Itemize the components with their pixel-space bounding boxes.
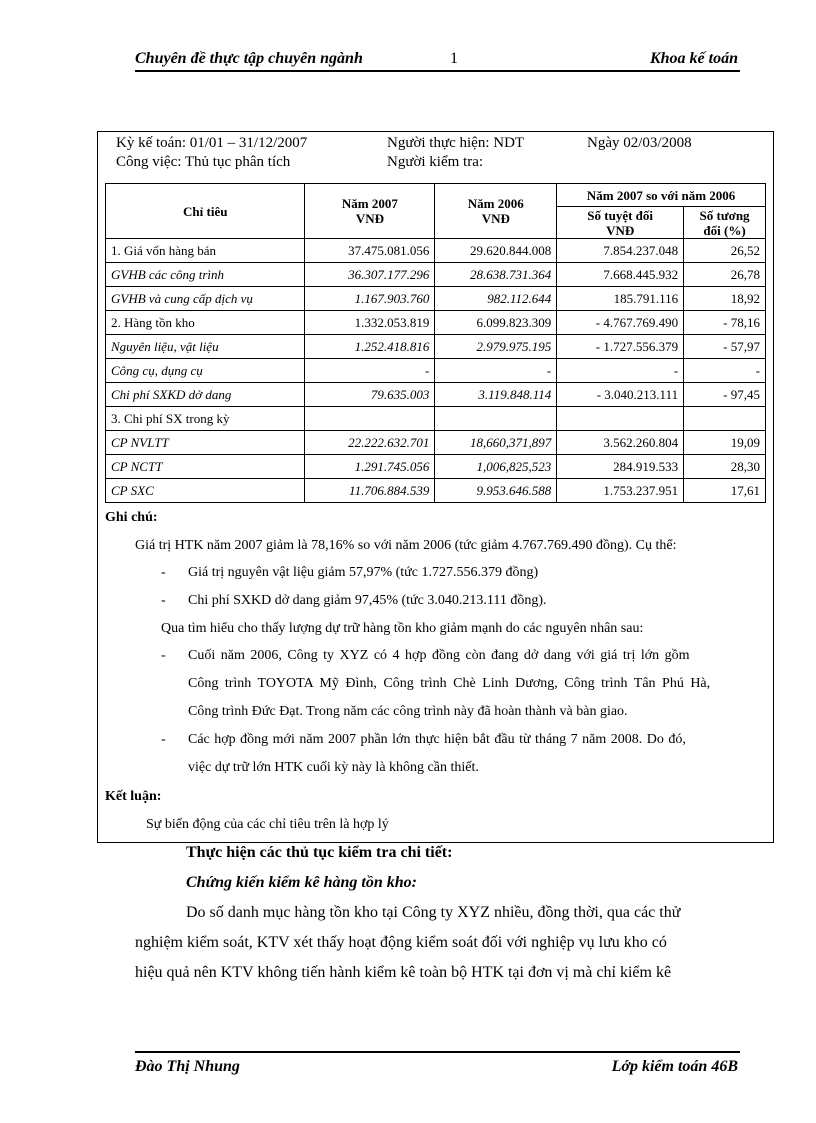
notes-reason: Qua tìm hiểu cho thấy lượng dự trữ hàng tồn kho giảm mạnh do các nguyên nhân sau: [161,621,644,636]
table-row: GVHB và cung cấp dịch vụ 1.167.903.760 982.112.644 185.791.116 18,92 [106,287,766,311]
meta-date: Ngày 02/03/2008 [587,135,692,151]
notes-bullet-4-line-2: việc dự trữ lớn HTK cuối kỳ này là không cần thiết. [188,760,479,775]
header-title: Chuyên đề thực tập chuyên ngành [135,50,363,67]
notes-bullet-3-line-2: Công trình TOYOTA Mỹ Đình, Công trình Chè Linh Dương, Công trình Tân Phú Hà, [188,676,711,691]
page-number: 1 [450,50,458,67]
table-row: 1. Giá vốn hàng bán 37.475.081.056 29.620.844.008 7.854.237.048 26,52 [106,239,766,263]
header-department: Khoa kế toán [649,50,738,67]
col-header-2006: Năm 2006 VNĐ [435,184,557,239]
meta-reviewer: Người kiểm tra: [387,154,484,170]
notes-title: Ghi chú: [105,510,158,525]
col-header-compare: Năm 2007 so với năm 2006 [557,184,766,207]
col-header-relative: Số tương đối (%) [684,207,766,239]
bullet-dash: - [161,732,166,747]
body-line-3: hiệu quả nên KTV không tiến hành kiểm kê toàn bộ HTK tại đơn vị mà chỉ kiểm kê [135,964,672,981]
col-header-absolute: Số tuyệt đối VNĐ [557,207,684,239]
meta-period: Kỳ kế toán: 01/01 – 31/12/2007 [116,135,308,151]
bullet-dash: - [161,648,166,663]
meta-performer: Người thực hiện: NDT [387,135,525,151]
body-line-1: Do số danh mục hàng tồn kho tại Công ty XYZ nhiều, đồng thời, qua các thử [186,904,681,921]
notes-bullet-1: Giá trị nguyên vật liệu giảm 57,97% (tức 1.727.556.379 đồng) [188,565,539,580]
table-row: CP NVLTT 22.222.632.701 18,660,371,897 3.562.260.804 19,09 [106,431,766,455]
footer-class: Lớp kiểm toán 46B [611,1058,738,1075]
table-row: 3. Chi phí SX trong kỳ [106,407,766,431]
table-row: Nguyên liệu, vật liệu 1.252.418.816 2.979.975.195 - 1.727.556.379 - 57,97 [106,335,766,359]
notes-bullet-2: Chi phí SXKD dở dang giảm 97,45% (tức 3.040.213.111 đồng). [188,593,547,608]
table-row: CP NCTT 1.291.745.056 1,006,825,523 284.919.533 28,30 [106,455,766,479]
section-heading-inventory-count: Chứng kiến kiểm kê hàng tồn kho: [186,874,417,891]
notes-bullet-4-line-1: Các hợp đồng mới năm 2007 phần lớn thực hiện bắt đầu từ tháng 7 năm 2008. Do đó, [188,732,686,747]
conclusion-title: Kết luận: [105,789,162,804]
analysis-table [105,183,766,503]
table-row: 2. Hàng tồn kho 1.332.053.819 6.099.823.309 - 4.767.769.490 - 78,16 [106,311,766,335]
table-row: CP SXC 11.706.884.539 9.953.646.588 1.753.237.951 17,61 [106,479,766,503]
bullet-dash: - [161,593,166,608]
table-row: Công cụ, dụng cụ - - - - [106,359,766,383]
page-header [135,48,740,72]
conclusion-text: Sự biến động của các chỉ tiêu trên là hợp lý [146,817,389,832]
meta-task: Công việc: Thủ tục phân tích [116,154,291,170]
footer-author: Đào Thị Nhung [135,1058,240,1075]
bullet-dash: - [161,565,166,580]
col-header-2007: Năm 2007 VNĐ [305,184,435,239]
notes-intro: Giá trị HTK năm 2007 giảm là 78,16% so với năm 2006 (tức giảm 4.767.769.490 đồng). Cụ thể: [135,538,677,553]
page-footer [135,1051,740,1077]
notes-bullet-3-line-3: Công trình Đức Đạt. Trong năm các công trình này đã hoàn thành và bàn giao. [188,704,628,719]
section-heading-detail-tests: Thực hiện các thủ tục kiểm tra chi tiết: [186,844,453,861]
analysis-workpaper [97,131,774,843]
table-row: Chi phí SXKD dở dang 79.635.003 3.119.848.114 - 3.040.213.111 - 97,45 [106,383,766,407]
notes-bullet-3-line-1: Cuối năm 2006, Công ty XYZ có 4 hợp đồng còn đang dở dang với giá trị lớn gồm [188,648,690,663]
table-row: GVHB các công trình 36.307.177.296 28.638.731.364 7.668.445.932 26,78 [106,263,766,287]
col-header-indicator: Chỉ tiêu [106,184,305,239]
body-line-2: nghiệm kiểm soát, KTV xét thấy hoạt động kiểm soát đối với nghiệp vụ lưu kho có [135,934,667,951]
